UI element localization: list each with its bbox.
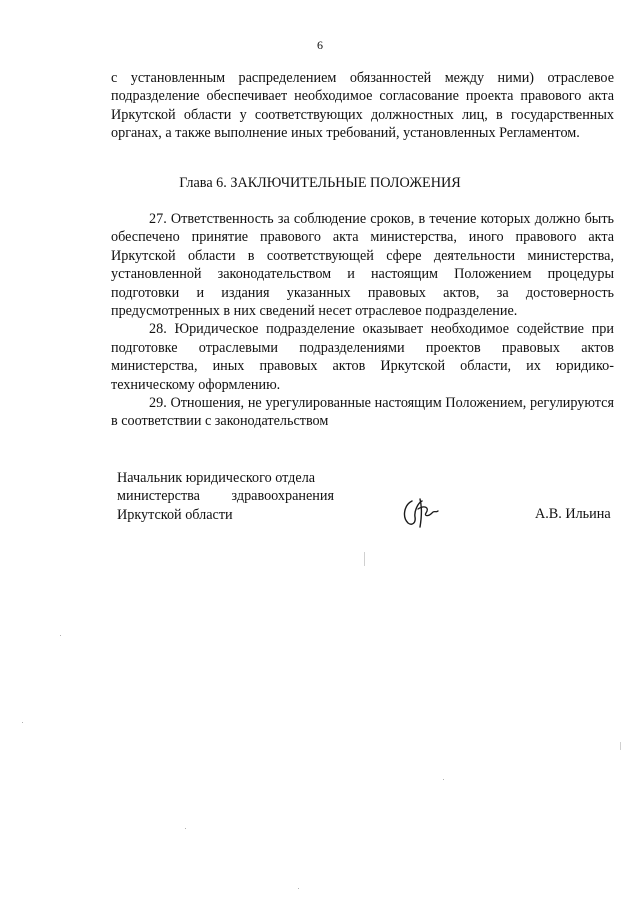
signature-position [117, 469, 334, 524]
clauses-section [111, 210, 614, 431]
scan-artifact [443, 779, 444, 780]
scan-artifact [298, 888, 299, 889]
scan-artifact [60, 635, 61, 636]
scan-artifact [22, 722, 23, 723]
position-line-1: Начальник юридического отдела [117, 470, 316, 486]
scan-artifact [620, 742, 621, 750]
scan-artifact [364, 552, 365, 566]
position-line-3: Иркутской области [117, 506, 233, 523]
intro-paragraph: с установленным распределением обязанностей между ними) отраслевое подразделение обеспечивает необходимое согласование проекта правового акта Иркутской области у соответствующих должностных лиц, в государственных органах, а также выполнение иных требований, установленных Регламентом. [111, 70, 614, 142]
clause-27: 27. Ответственность за соблюдение сроков, в течение которых должно быть обеспечено принятие правового акта министерства, иного правового акта Иркутской области в соответствующей сфере деятельности министерства, установленной законодательством и настоящим Положением процедуры подготовки и издания указанных правовых актов, за достоверность предусмотренных в них сведений несет отраслевое подразделение. [111, 211, 614, 320]
position-line-2: министерства здравоохранения [117, 488, 334, 505]
handwritten-signature [398, 495, 446, 529]
scan-artifact [185, 828, 186, 829]
clause-29: 29. Отношения, не урегулированные настоящим Положением, регулируются в соответствии с законодательством [111, 395, 614, 430]
chapter-title: Глава 6. ЗАКЛЮЧИТЕЛЬНЫЕ ПОЛОЖЕНИЯ [179, 175, 461, 191]
signer-name: А.В. Ильина [535, 506, 611, 522]
page-number: 6 [317, 38, 323, 52]
clause-28: 28. Юридическое подразделение оказывает необходимое содействие при подготовке отраслевыми подразделениями проектов правовых актов министерства, иных правовых актов Иркутской области, их юридико-техническому оформлению. [111, 321, 614, 393]
